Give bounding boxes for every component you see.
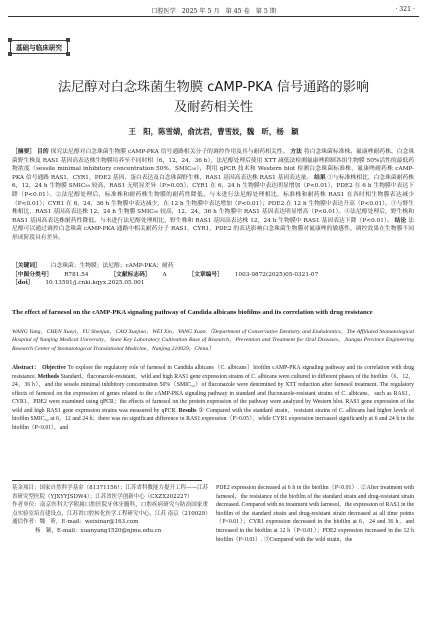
doi-label: ［doi］ xyxy=(12,280,34,287)
footnotes xyxy=(12,484,211,536)
affiliation-label: 作者单位： xyxy=(12,502,41,509)
results-en-text: ① Compared with the standard strain，resistant strains of C. albicans had higher levels of biofilm SMIC₅₀ at 6，12 and 24 h；there was no significant difference in RAS1 expression（P>0.05），while CYR1 expression increased significantly at 6 and 24 h in the biofilm（P<0.01），and xyxy=(12,407,415,431)
abstract-en xyxy=(12,364,414,432)
authors-en: WANG Yang，CHEN Xueyi，YU Shenjun，CAO Xuejiao，WEI Xin，YANG Xuan.（Department of Conservative Dentistry and Endodontics，The Affiliated Stomatological Hospital of Nanjing Medical University，State Key Laboratory Cultivation Base of Research，Prevention and Treatment for Oral Diseases，Jiangsu Province Engineering Research Center of Stomatological Translational Medicine，Nanjing 210029，China） xyxy=(12,329,414,352)
conclusion-text: 法尼醇可以通过调控白念珠菌 cAMP-PKA 通路中相关耐药分子 RAS1，CYR1，PDE2 的表达影响白念珠菌生物膜对氟康唑的敏感性，调控效果在生物膜不同形成阶段具有差异。 xyxy=(12,217,415,241)
abstract-label: ［摘要］ xyxy=(12,149,36,155)
article-title-en: The effect of farnesol on the cAMP-PKA signaling pathway of Candida albicans biofilms and its correlation with drug resistance xyxy=(12,309,373,316)
clc-label: ［中图分类号］ xyxy=(12,271,53,278)
corr-email-label: E-mail： xyxy=(61,519,86,526)
corresponding-note-1: 通信作者：魏 昕，E-mail：weixinar@163.com xyxy=(12,519,139,526)
keywords: 白念珠菌；生物膜；法尼醇；cAMP-PKA；耐药 xyxy=(50,263,174,269)
abstract-en-label: Abstract： xyxy=(12,365,41,371)
volume: 第 45 卷 xyxy=(225,8,250,15)
journal-name: 口腔医学 xyxy=(151,8,176,15)
article-no-label: ［文章编号］ xyxy=(188,271,223,278)
corr2-email-label: E-mail： xyxy=(57,527,81,534)
methods-text: 将白念珠菌标准株、氟康唑耐药株、白念珠菌野生株及 RAS1 基因高表达株生物膜培养至不同时相（6，12，24，36 h），法尼醇处理后使用 XTT 减低法检测氟康唑抑制各组生物膜 50%活性的最低药物浓度（sessile minimal inhibitory concentration 50%，SMIC₅₀），利用 qPCR 技术和 Western blot 检测白念珠菌标准株、氟康唑耐药株 cAMP-PKA 信号通路 RAS1，CYR1，PDE2 基因、蛋白表达及白念珠菌野生株，RAS1 基因高表达株 RAS1 基因表达量。 xyxy=(12,149,415,181)
authors-cn: 王 阳，陈雪婧，俞沈君，曹雪妓，魏 昕，杨 颖 xyxy=(128,127,299,136)
doc-code-label: ［文献标志码］ xyxy=(110,271,151,278)
keywords-label: ［关键词］ xyxy=(12,263,41,269)
doi-row xyxy=(12,279,414,288)
conclusion-label: 结论 xyxy=(394,217,407,224)
results-text: ①与标准株相比，白念珠菌耐药株 6，12，24 h 生物膜 SMIC₅₀ 较高，RAS1 无明显差异（P>0.05），CYR1 在 6，24 h 生物膜中表达明显增加（P<0.01），PDE2 在 6 h 生物膜中表达下降（P<0.01）。②法尼醇处理后，标准株和耐药株生物膜的耐药性降低。与未进行法尼醇处理相比，标准株和耐药株 RAS1 在各时相生物膜表达减少（P<0.01）；CYR1 在 6，24，36 h 生物膜中表达减少，在 12 h 生物膜中表达增加（P<0.01）；PDE2 在 12 h 生物膜中表达升高（P<0.01）。③与野生株相比，RAS1 基因高表达株 12，24 h 生物膜 SMIC₅₀ 较高，12，24，36 h 生物膜中 RAS1 基因表达明显增高（P<0.01）。④法尼醇处理后，野生株和 RAS1 基因高表达株耐药性降低。与未进行法尼醇处理相比，野生株和 RAS1 基因高表达株 12，24 h 生物膜中 RAS1 基因表达下降（P<0.01）。 xyxy=(12,174,415,224)
classification-row xyxy=(12,271,414,280)
doi-link[interactable]: 10.13591/j.cnki.kqyx.2025.05.001 xyxy=(45,280,145,287)
article-metadata xyxy=(12,262,414,288)
corr2-email[interactable]: xuanyang1520@njmu.edu.cn xyxy=(80,527,162,534)
journal-issue-line xyxy=(8,6,419,15)
corresponding-note-2: 杨 颖，E-mail：xuanyang1520@njmu.edu.cn xyxy=(35,527,162,534)
corr-name: 魏 昕 xyxy=(39,519,57,526)
footnote-divider xyxy=(12,480,202,481)
clc-value: R781.54 xyxy=(64,271,89,278)
objective-text: 探究法尼醇对白念珠菌生物膜 cAMP-PKA 信号通路相关分子的调控作用及其与耐药相关性。 xyxy=(50,149,289,155)
keywords-row xyxy=(12,262,414,271)
methods-en-text: Standard，fluconazole-resistant，wild and high RAS1 gene expression strains of C. albicans were cultured to different phases of the biofilm（6，12，24，36 h），and the sessile minimal inhibitory concentration 50%（SMIC₅₀）of fluconazole were determined by XTT reduction after farnesol treatment. The regulatory effects of farnesol on the expression of genes related to the cAMP-PKA signaling pathway in standard and fluconazole-resistant strains of C. albicans，such as RAS1，CYR1，PDE2 were examined using qPCR；the effects of farnesol on the protein expression of the pathway were analyzed by Western blot. RAS1 gene expression of the wild and high RAS1 gene expression strains was measured by qPCR. xyxy=(12,373,415,414)
objective-en-text: To explore the regulatory role of farnesol in Candida albicans（C. albicans）biofilm cAMP-PKA signaling pathway and its correlation with drug resistance. xyxy=(12,365,414,380)
affiliation-note xyxy=(12,501,211,518)
abstract-en-continued-text: PDE2 expression decreased at 6 h in the biofilm（P<0.01）. ②After treatment with farnesol，the resistance of the biofilm of the standard strain and drug-resistant strain decreased. Compared with no treatment with farnesol，the expression of RAS1 in the biofilm of the standard strain and drug-resistant strain decreased at all time points（P<0.01）；CYR1 expression decreased in the biofilm at 6，24 and 36 h，and increased in the biofilm at 12 h（P<0.01）；PDE2 expression increased in the 12 h biofilm（P<0.01）. ③Compared with the wild strain，the xyxy=(216,485,415,543)
fund-note xyxy=(12,484,208,501)
corr2-name: 杨 颖 xyxy=(35,527,52,534)
tag-corner-mark xyxy=(8,52,12,56)
doc-code-value: A xyxy=(162,271,167,278)
section-tag xyxy=(10,40,68,54)
abstract-en-continued xyxy=(216,484,414,544)
methods-en-label: Methods xyxy=(37,373,60,380)
abstract-cn xyxy=(12,148,414,243)
results-en-label: Results xyxy=(178,407,197,414)
methods-label: 方法 xyxy=(290,149,302,155)
objective-label: 目的 xyxy=(37,149,49,155)
affiliation-text: 南京医科大学附属口腔医院牙体牙髓科，口腔疾病研究与防治国家重点实验室培育建设点，江苏省口腔转化医学工程研究中心，江苏 南京（210029） xyxy=(12,502,211,517)
corr-label: 通信作者： xyxy=(12,519,40,526)
article-no-value: 1003-9872(2025)05-0321-07 xyxy=(234,271,319,278)
results-label: 结果 xyxy=(314,174,326,181)
objective-en-label: Objective xyxy=(42,365,66,371)
title-line-2: 及耐药相关性 xyxy=(173,100,254,115)
page-number: · 321 · xyxy=(395,6,415,13)
year-month: 2025 年 5 月 xyxy=(181,8,220,15)
corr-email[interactable]: weixinar@163.com xyxy=(85,519,139,526)
title-line-1: 法尼醇对白念珠菌生物膜 cAMP-PKA 信号通路的影响 xyxy=(57,80,370,95)
running-header xyxy=(8,4,419,17)
article-title-cn xyxy=(10,78,417,118)
issue: 第 5 期 xyxy=(255,8,276,15)
fund-label: 基金项目： xyxy=(12,485,40,491)
fund-text: 国家自然科学基金（81371156）；江苏省科教能力提升工程——江苏省研究型医院（YJXYYJSDW4）；江苏省医学创新中心（CXZX202227） xyxy=(12,485,208,500)
section-tag-label: 基础与临床研究 xyxy=(15,44,63,52)
tag-corner-mark xyxy=(66,52,70,56)
